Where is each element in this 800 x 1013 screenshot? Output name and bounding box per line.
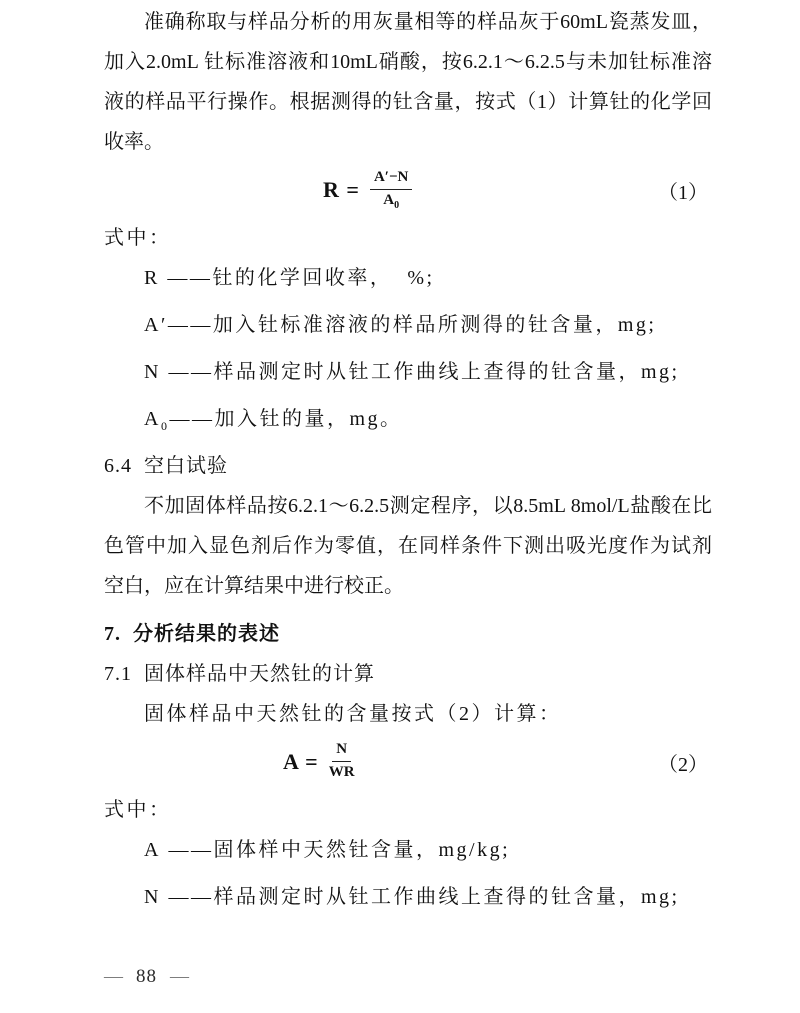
definition-term: R xyxy=(144,267,160,289)
definition-line xyxy=(144,258,712,305)
formula-1-number: （1） xyxy=(658,181,708,204)
body-line: 固体样品中天然钍的含量按式（2）计算： xyxy=(144,703,562,725)
page-footer xyxy=(104,966,712,988)
footer-dash-left: — xyxy=(104,966,123,987)
where-list-2 xyxy=(104,790,712,924)
body-line: 准确称取与样品分析的用灰量相等的样品灰于60mL瓷蒸发皿， xyxy=(144,11,712,33)
formula-1-numerator: A′−N xyxy=(370,168,412,190)
section-heading-6-4: 6.4 空白试验 xyxy=(104,455,228,477)
page-number: 88 xyxy=(136,966,157,987)
footer-dash-right: — xyxy=(170,966,189,987)
formula-2-numerator: N xyxy=(332,740,351,762)
where-label: 式中： xyxy=(104,799,172,821)
definition-line xyxy=(144,305,712,352)
formula-2-fraction xyxy=(329,740,355,784)
body-line: 收率。 xyxy=(104,131,164,153)
where-list-1 xyxy=(104,218,712,446)
definition-text: ——样品测定时从钍工作曲线上查得的钍含量，mg; xyxy=(160,361,680,383)
formula-2-den-base: WR xyxy=(328,763,355,780)
formula-2-denominator xyxy=(329,762,355,784)
definition-text: ——样品测定时从钍工作曲线上查得的钍含量，mg; xyxy=(160,886,680,908)
section-heading-7-1: 7.1 固体样品中天然钍的计算 xyxy=(104,663,375,685)
section-heading-7: 7. 分析结果的表述 xyxy=(104,623,280,645)
formula-1 xyxy=(104,162,712,218)
definition-term: N xyxy=(144,886,161,908)
body-line: 色管中加入显色剂后作为零值，在同样条件下测出吸光度作为试剂 xyxy=(104,535,712,557)
formula-1-den-base: A xyxy=(383,191,395,208)
definition-line xyxy=(144,399,712,446)
formula-2-number: （2） xyxy=(658,753,708,776)
definition-term: $A_0$ xyxy=(144,408,170,433)
definition-text: ——固体样中天然钍含量，mg/kg; xyxy=(160,839,511,861)
formula-1-denominator xyxy=(383,190,399,212)
definition-line xyxy=(144,352,712,399)
formula-2 xyxy=(104,734,712,790)
formula-1-lhs: R = xyxy=(323,177,360,202)
definition-line xyxy=(144,877,712,924)
body-line: 加入2.0mL 钍标准溶液和10mL硝酸，按6.2.1～6.2.5与未加钍标准溶 xyxy=(104,51,712,73)
definition-term: A′ xyxy=(144,314,168,336)
formula-1-fraction xyxy=(370,168,412,212)
body-line: 空白，应在计算结果中进行校正。 xyxy=(104,575,404,597)
definition-line xyxy=(144,830,712,877)
definition-text: ——加入钍的量，mg。 xyxy=(169,408,403,430)
definition-term: N xyxy=(144,361,161,383)
formula-2-lhs: A = xyxy=(283,749,319,774)
body-line: 液的样品平行操作。根据测得的钍含量，按式（1）计算钍的化学回 xyxy=(104,91,712,113)
definition-term: A xyxy=(144,839,161,861)
definition-text: ——钍的化学回收率， %; xyxy=(159,267,435,289)
section-7-1 xyxy=(104,654,712,734)
section-6-4 xyxy=(104,446,712,606)
definition-text: ——加入钍标准溶液的样品所测得的钍含量，mg; xyxy=(167,314,657,336)
where-label: 式中： xyxy=(104,227,172,249)
body-line: 不加固体样品按6.2.1～6.2.5测定程序，以8.5mL 8mol/L盐酸在比 xyxy=(144,495,712,517)
formula-1-den-sub: 0 xyxy=(394,199,400,211)
paragraph-recovery xyxy=(104,2,712,162)
